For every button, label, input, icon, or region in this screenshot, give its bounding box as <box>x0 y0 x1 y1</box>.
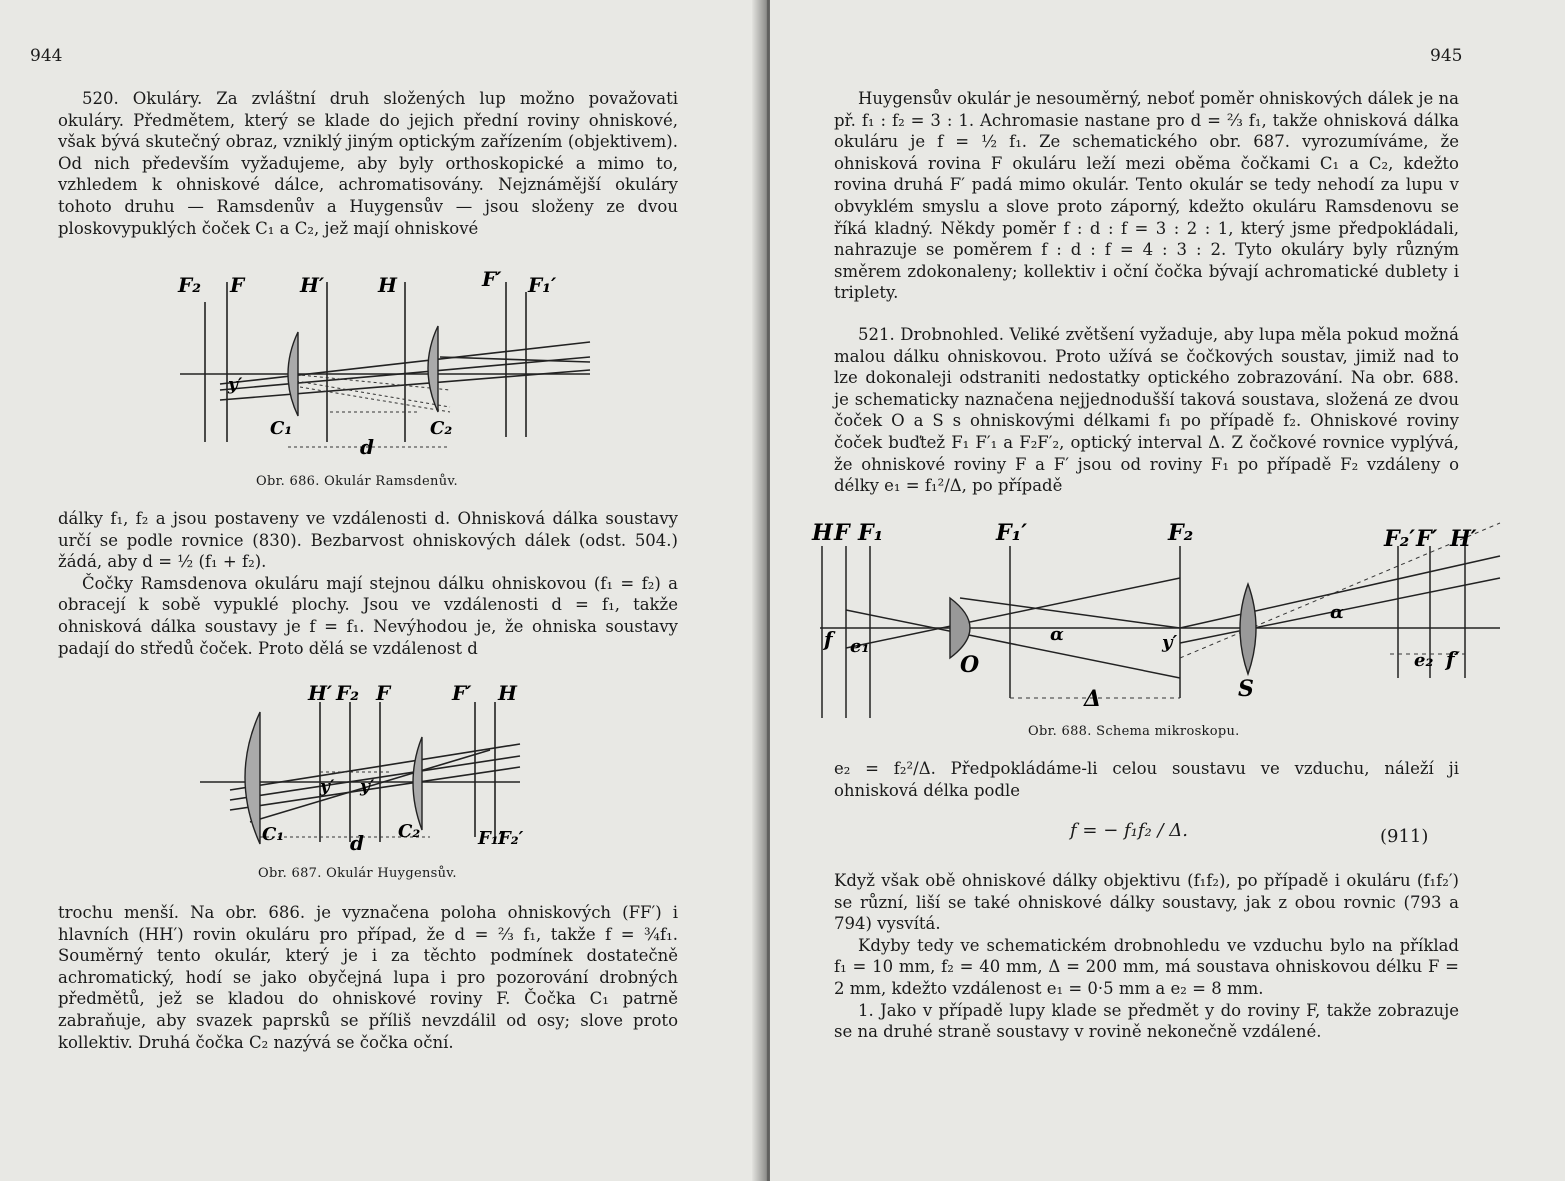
paragraph-conclusion <box>834 870 1459 1043</box>
paragraph-text: trochu menší. Na obr. 686. je vyznačena poloha ohniskových (FF′) i hlavních (HH′) rovin okuláru pro případ, že d = ⅔ f₁, takže f = ¾f₁. Souměrný tento okulár, který je i za těchto podmínek dostatečně achromatický, hodí se jako obyčejná lupa i pro pozorování drobných předmětů, jež se kladou do ohniskové roviny F. Čočka C₁ patrně zabraňuje, aby svazek paprsků se příliš nevzdálil od osy; slove proto kollektiv. Druhá čočka C₂ nazývá se čočka oční. <box>58 903 678 1052</box>
page-number-left: 944 <box>30 46 63 66</box>
label-h1: H′ <box>300 273 325 297</box>
label-h-prime: H′ <box>1450 526 1477 552</box>
label-y-prime: y′ <box>320 777 335 797</box>
figure-686-ramsden-diagram <box>160 262 600 472</box>
paragraph-continued <box>58 508 678 659</box>
label-h-prime: H′ <box>308 681 333 705</box>
lens-c2 <box>428 326 438 412</box>
label-f1-prime: F₁′ <box>478 828 504 849</box>
paragraph-text: Když však obě ohniskové dálky objektivu (f₁f₂), po případě i okuláru (f₁f₂′) se různí, liší se také ohniskové dálky soustavy, jak z obou rovnic (793 a 794) vysvítá. <box>834 871 1459 934</box>
paragraph-text: e₂ = f₂²/Δ. Předpokládáme-li celou soustavu ve vzduchu, náleží ji ohnisková délka podle <box>834 759 1459 800</box>
caption-688: Obr. 688. Schema mikroskopu. <box>1028 724 1240 739</box>
label-h: H <box>812 520 833 546</box>
paragraph-e2 <box>834 758 1459 801</box>
label-f2: F₂ <box>1168 520 1194 546</box>
page-number-right: 945 <box>1430 46 1463 66</box>
label-f1-prime: F₁′ <box>996 520 1028 546</box>
figure-687-huygens-diagram <box>190 672 560 862</box>
lens-objective-o <box>950 598 970 658</box>
equation-number: (911) <box>1380 826 1429 847</box>
paragraph-text: 521. Drobnohled. Veliké zvětšení vyžaduje, aby lupa měla pokud možná malou dálku ohniskovou. Proto užívá se čočkových soustav, jimiž nad to lze dokonaleji odstraniti nedostatky optického zobrazování. Na obr. 688. je schematicky naznačena nejjednodušší taková soustava, složená ze dvou čoček O a S s ohniskovými délkami f₁ po případě f₂. Ohniskové roviny čoček buďtež F₁ F′₁ a F₂F′₂, optický interval Δ. Z čočkové rovnice vyplývá, že ohniskové roviny F a F′ jsou od roviny F₁ po případě F₂ vzdáleny o délky e₁ = f₁²/Δ, po případě <box>834 325 1459 496</box>
label-c1: C₁ <box>270 418 293 439</box>
label-y-prime: y′ <box>228 375 243 395</box>
label-d: d <box>350 831 364 855</box>
label-h: H <box>498 681 517 705</box>
paragraph-huygens <box>834 88 1459 304</box>
lens-ocular-s <box>1240 584 1256 674</box>
paragraph-520 <box>58 88 678 239</box>
label-c1: C₁ <box>262 824 285 845</box>
paragraph-final-left <box>58 902 678 1053</box>
label-f2-prime: F₂′ <box>1384 526 1416 552</box>
paragraph-text: Čočky Ramsdenova okuláru mají stejnou dálku ohniskovou (f₁ = f₂) a obracejí k sobě vypuklé plochy. Jsou ve vzdálenosti d = f₁, takže ohnisková dálka soustavy je f = f₁. Nevýhodou je, že ohniska soustavy padají do středů čoček. Proto dělá se vzdálenost d <box>58 573 678 658</box>
label-f-prime: F′ <box>482 267 502 291</box>
left-page <box>0 0 770 1181</box>
label-f-prime: F′ <box>452 681 472 705</box>
label-y-prime: y′ <box>1162 632 1178 653</box>
label-e1: e₁ <box>850 636 870 657</box>
label-f-small: f <box>824 627 833 651</box>
label-alpha: α <box>1050 624 1064 645</box>
label-f2: F₂ <box>178 273 201 297</box>
label-f1-prime: F₁′ <box>528 273 557 297</box>
paragraph-text: Kdyby tedy ve schematickém drobnohledu ve vzduchu bylo na příklad f₁ = 10 mm, f₂ = 40 mm, Δ = 200 mm, má soustava ohniskovou délku F = 2 mm, kdežto vzdálenost e₁ = 0·5 mm a e₂ = 8 mm. <box>834 935 1459 998</box>
label-f-prime: F′ <box>1416 526 1438 552</box>
label-f-prime-small: f′ <box>1446 647 1460 671</box>
label-alpha-2: α <box>1330 602 1344 623</box>
label-o: O <box>960 652 980 678</box>
paragraph-text: 520. Okuláry. Za zvláštní druh složených lup možno považovati okuláry. Předmětem, který se klade do jejich přední roviny ohniskové, však bývá skutečný obraz, vzniklý jiným optickým zařízením (objektivem). Od nich především vyžadujeme, aby byly orthoskopické a mimo to, vzhledem k ohniskové dálce, achromatisovány. Nejznámější okuláry tohoto druhu — Ramsdenův a Huygensův — jsou složeny ze dvou ploskovypuklých čoček C₁ a C₂, jež mají ohniskové <box>58 89 678 238</box>
label-e2: e₂ <box>1414 650 1434 671</box>
right-page <box>770 0 1565 1181</box>
label-h: H <box>378 273 397 297</box>
paragraph-521 <box>834 324 1459 497</box>
paragraph-text: dálky f₁, f₂ a jsou postaveny ve vzdálenosti d. Ohnisková dálka soustavy určí se podle rovnice (830). Bezbarvost ohniskových dálek (odst. 504.) žádá, aby d = ½ (f₁ + f₂). <box>58 509 678 572</box>
lens-c1 <box>245 712 260 844</box>
figure-688-microscope-schema <box>810 518 1500 718</box>
label-d: d <box>360 435 374 459</box>
label-f: F <box>230 273 245 297</box>
equation-911: f = − f₁f₂ / Δ. <box>1070 820 1188 841</box>
paragraph-text: Huygensův okulár je nesouměrný, neboť poměr ohniskových dálek je na př. f₁ : f₂ = 3 : 1. Achromasie nastane pro d = ⅔ f₁, takže ohnisková dálka okuláru je f = ½ f₁. Ze schematického obr. 687. vyrozumíváme, že ohnisková rovina F okuláru leží mezi oběma čočkami C₁ a C₂, kdežto rovina druhá F′ padá mimo okulár. Tento okulár se tedy nehodí za lupu v obvyklém smyslu a slove proto záporný, kdežto okuláru Ramsdenovu se říká kladný. Někdy poměr f : d : f = 3 : 2 : 1, který jsme předpokládali, nahrazuje se poměrem f : d : f = 4 : 3 : 2. Tyto okuláry byly různým směrem zdokonaleny; kollektiv i oční čočka bývají achromatické dublety i triplety. <box>834 89 1459 303</box>
label-f: F <box>834 520 850 546</box>
label-c2: C₂ <box>398 821 421 842</box>
label-f1: F₁ <box>858 520 884 546</box>
caption-686: Obr. 686. Okulár Ramsdenův. <box>256 474 458 489</box>
label-delta: Δ <box>1084 686 1102 712</box>
label-f2: F₂ <box>336 681 359 705</box>
label-f2-prime: F₂′ <box>498 828 524 849</box>
label-y-prime-2: y′ <box>360 777 375 797</box>
paragraph-text: 1. Jako v případě lupy klade se předmět y do roviny F, takže zobrazuje se na druhé straně soustavy v rovině nekonečně vzdálené. <box>834 1000 1459 1042</box>
label-f: F <box>376 681 391 705</box>
lens-c1 <box>288 332 298 416</box>
caption-687: Obr. 687. Okulár Huygensův. <box>258 866 457 881</box>
lens-c2 <box>413 737 422 830</box>
label-c2: C₂ <box>430 418 453 439</box>
label-s: S <box>1238 676 1254 702</box>
